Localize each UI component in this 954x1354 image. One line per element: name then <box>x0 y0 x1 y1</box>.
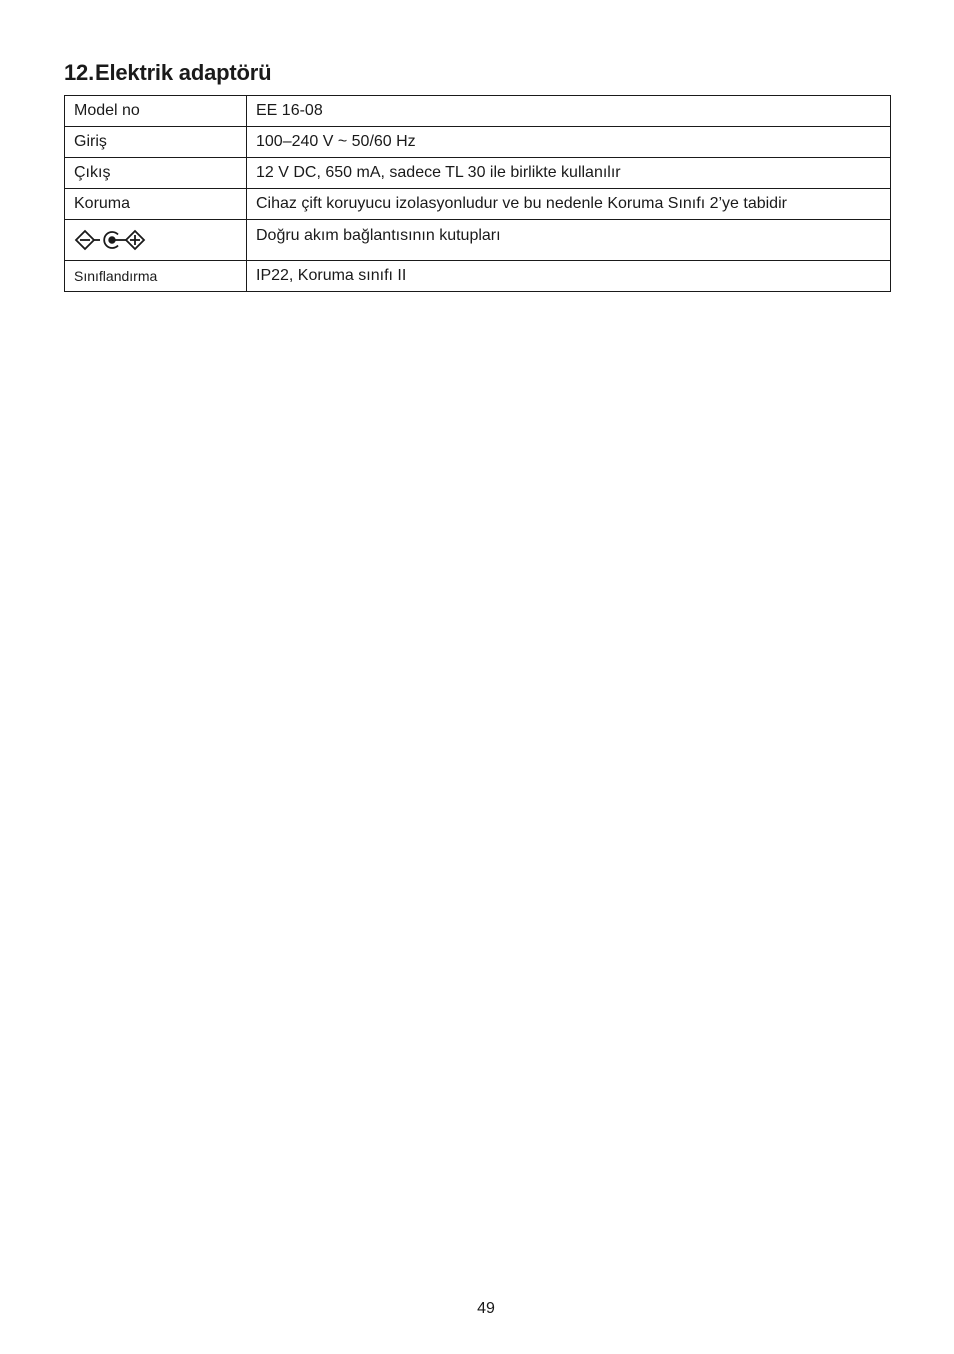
section-title-text: Elektrik adaptörü <box>94 60 272 85</box>
table-row <box>65 189 891 220</box>
specifications-table <box>64 95 891 292</box>
row-value: IP22, Koruma sınıfı II <box>247 261 891 292</box>
section-number: 12. <box>64 60 94 85</box>
row-value: EE 16-08 <box>247 96 891 127</box>
dc-polarity-icon <box>74 229 146 251</box>
page-number: 49 <box>477 1300 495 1317</box>
row-value: 12 V DC, 650 mA, sadece TL 30 ile birlikte kullanılır <box>247 158 891 189</box>
row-label: Model no <box>65 96 247 127</box>
section-title <box>64 59 271 87</box>
row-value: Cihaz çift koruyucu izolasyonludur ve bu nedenle Koruma Sınıfı 2’ye tabidir <box>247 189 891 220</box>
row-label: Çıkış <box>65 158 247 189</box>
table-row <box>65 158 891 189</box>
table-row <box>65 261 891 292</box>
table-row <box>65 220 891 261</box>
row-label: Giriş <box>65 127 247 158</box>
row-label: Koruma <box>65 189 247 220</box>
row-label: Sınıflandırma <box>65 261 247 292</box>
row-label <box>65 220 247 261</box>
row-value: Doğru akım bağlantısının kutupları <box>247 220 891 261</box>
row-value: 100–240 V ~ 50/60 Hz <box>247 127 891 158</box>
table-row <box>65 96 891 127</box>
table-row <box>65 127 891 158</box>
